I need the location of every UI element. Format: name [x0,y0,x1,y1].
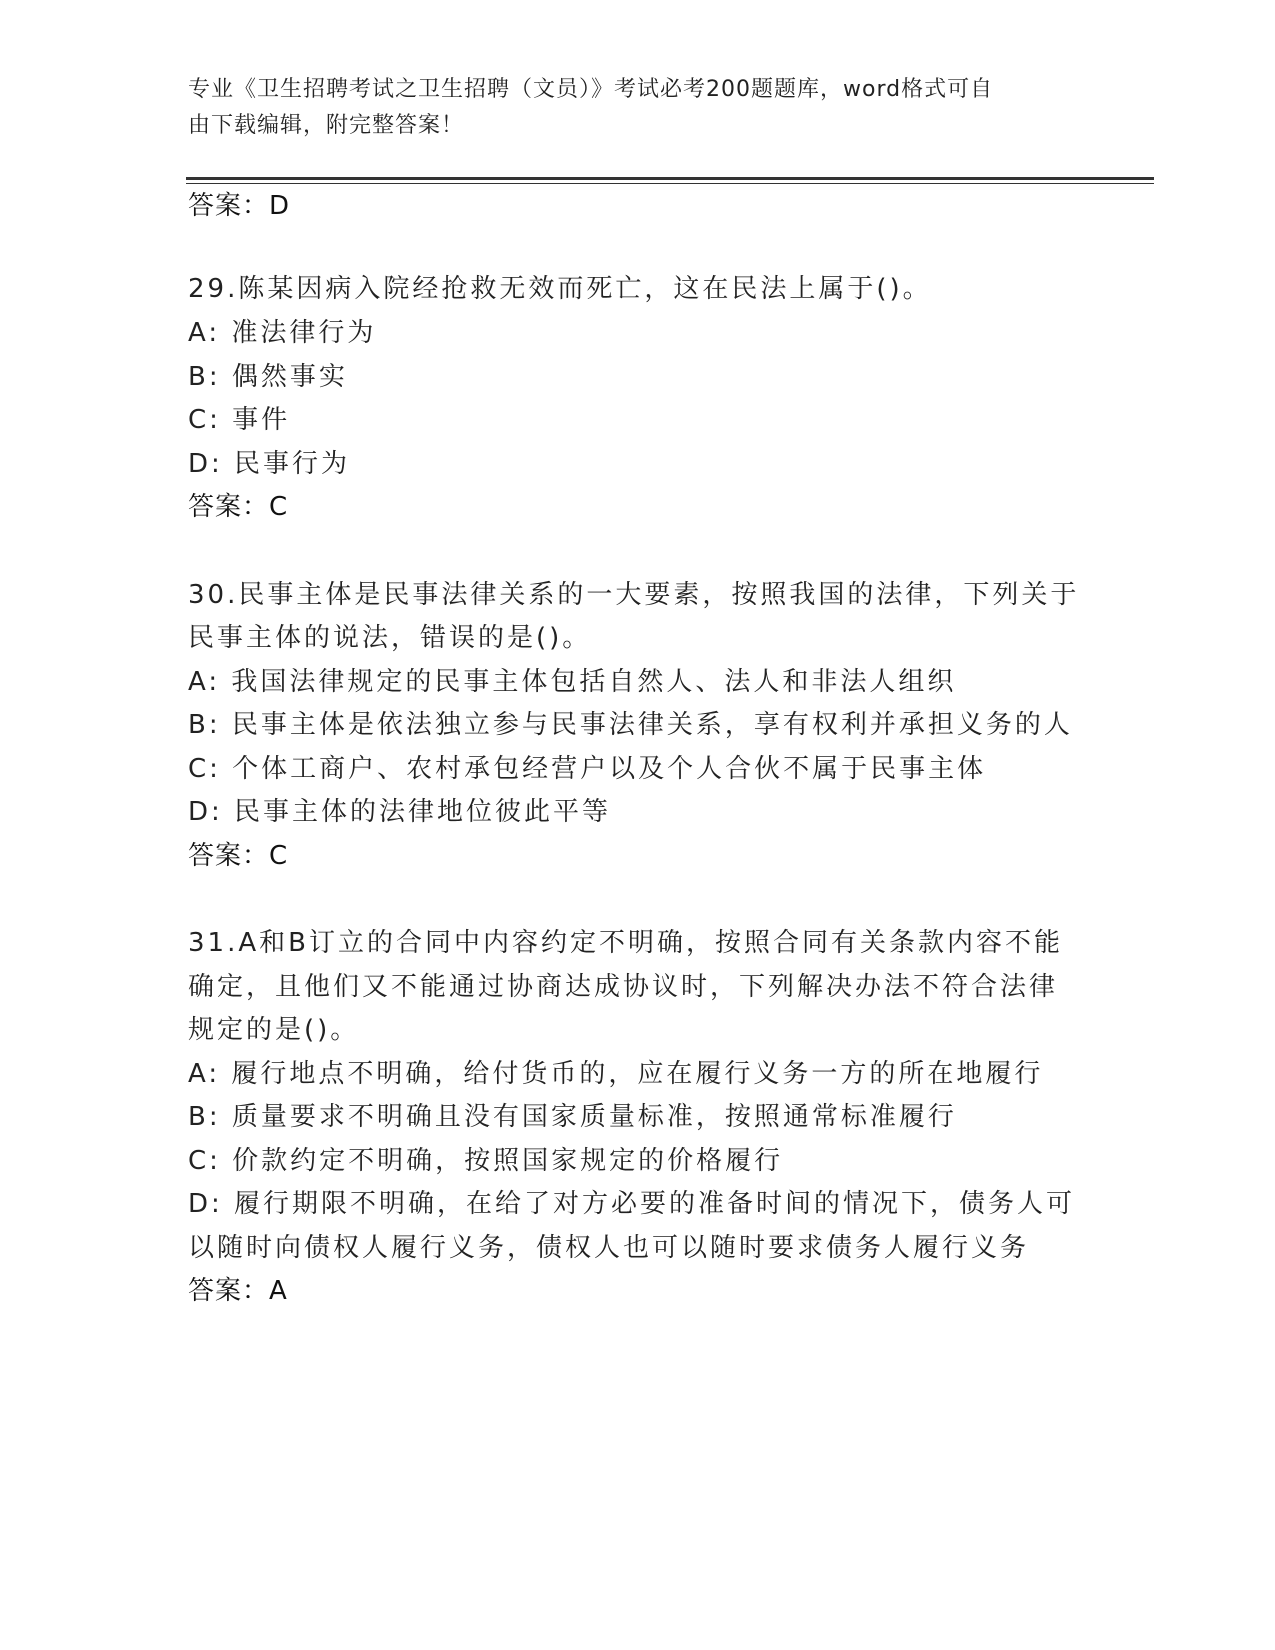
question-30-option-b: B: 民事主体是依法独立参与民事法律关系，享有权利并承担义务的人 [188,710,1073,740]
question-29-option-a: A: 准法律行为 [188,318,377,348]
question-30-stem-line-1: 30.民事主体是民事法律关系的一大要素，按照我国的法律，下列关于 [188,580,1080,610]
header-divider-thick [186,177,1154,180]
question-29-stem: 29.陈某因病入院经抢救无效而死亡，这在民法上属于()。 [188,274,932,304]
question-29-option-c: C: 事件 [188,405,291,435]
question-29-option-d: D: 民事行为 [188,449,351,479]
question-31-option-a: A: 履行地点不明确，给付货币的，应在履行义务一方的所在地履行 [188,1059,1044,1089]
question-31-option-b: B: 质量要求不明确且没有国家质量标准，按照通常标准履行 [188,1102,957,1132]
question-31-stem-line-1: 31.A和B订立的合同中内容约定不明确，按照合同有关条款内容不能 [188,928,1063,958]
question-30-answer: 答案：C [188,841,289,871]
question-30-option-a: A: 我国法律规定的民事主体包括自然人、法人和非法人组织 [188,667,957,697]
question-30-stem-line-2: 民事主体的说法，错误的是()。 [188,623,592,653]
question-31-stem-line-2: 确定，且他们又不能通过协商达成协议时，下列解决办法不符合法律 [188,972,1059,1002]
question-30-option-d: D: 民事主体的法律地位彼此平等 [188,797,612,827]
question-31-answer: 答案：A [188,1276,288,1306]
question-30-option-c: C: 个体工商户、农村承包经营户以及个人合伙不属于民事主体 [188,754,987,784]
question-29-option-b: B: 偶然事实 [188,362,348,392]
question-31-option-d-line-1: D: 履行期限不明确，在给了对方必要的准备时间的情况下，债务人可 [188,1189,1076,1219]
header-line-2: 由下载编辑，附完整答案！ [188,113,465,138]
previous-answer: 答案：D [188,191,291,221]
question-31-option-c: C: 价款约定不明确，按照国家规定的价格履行 [188,1146,784,1176]
header-divider-thin [186,183,1154,184]
document-header [188,72,1068,144]
question-31-option-d-line-2: 以随时向债权人履行义务，债权人也可以随时要求债务人履行义务 [188,1233,1030,1263]
question-31-stem-line-3: 规定的是()。 [188,1015,360,1045]
header-line-1: 专业《卫生招聘考试之卫生招聘（文员）》考试必考200题题库，word格式可自 [188,77,994,102]
question-29-answer: 答案：C [188,492,289,522]
